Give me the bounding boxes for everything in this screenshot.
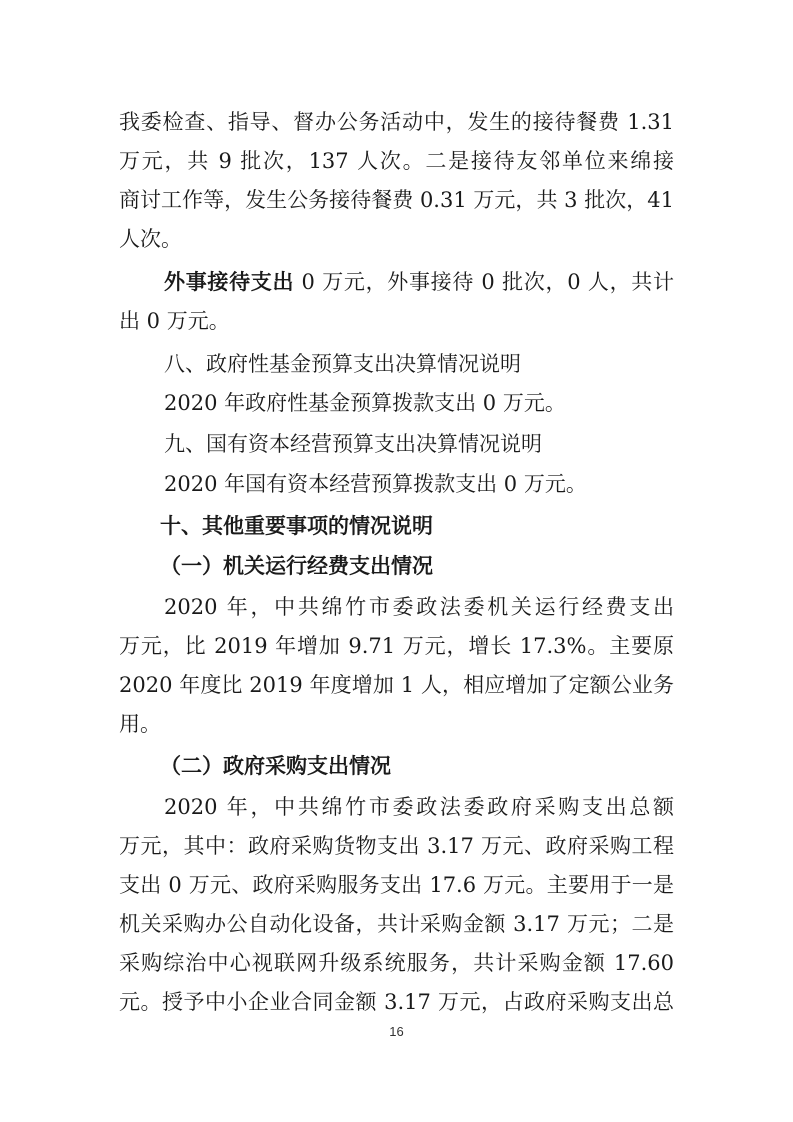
body-text-line: 万元，比 2019 年增加 9.71 万元，增长 17.3%。主要原: [119, 634, 674, 658]
body-text-line: 2020 年政府性基金预算拨款支出 0 万元。: [164, 391, 566, 415]
subsection-heading-1: （一）机关运行经费支出情况: [160, 554, 433, 578]
subsection-heading-2: （二）政府采购支出情况: [160, 754, 391, 778]
section-heading-8: 八、政府性基金预算支出决算情况说明: [164, 352, 521, 376]
foreign-reception-text: 0 万元，外事接待 0 批次，0 人，共计: [301, 270, 674, 294]
body-text-line: 支出 0 万元、政府采购服务支出 17.6 万元。主要用于一是: [119, 873, 674, 897]
body-text-line: 人次。: [119, 227, 182, 251]
body-text-line: 采购综治中心视联网升级系统服务，共计采购金额 17.60: [119, 951, 674, 975]
body-text-line: 元。授予中小企业合同金额 3.17 万元，占政府采购支出总: [119, 990, 674, 1014]
body-text-line: 用。: [119, 712, 161, 736]
foreign-reception-label: 外事接待支出: [164, 270, 295, 294]
body-text-line: 万元，共 9 批次，137 人次。二是接待友邻单位来绵接: [119, 149, 674, 173]
page-number: 16: [389, 1024, 404, 1039]
body-text-line: 2020 年度比 2019 年度增加 1 人，相应增加了定额公业务: [119, 673, 674, 697]
body-text-line: 商讨工作等，发生公务接待餐费 0.31 万元，共 3 批次，41: [119, 188, 674, 212]
body-text-line: 机关采购办公自动化设备，共计采购金额 3.17 万元；二是: [119, 912, 674, 936]
body-text-line: 出 0 万元。: [119, 309, 230, 333]
body-text-line: 2020 年国有资本经营预算拨款支出 0 万元。: [164, 472, 587, 496]
body-text-line: 2020 年，中共绵竹市委政法委政府采购支出总额: [164, 795, 674, 819]
foreign-reception-paragraph: [164, 267, 674, 297]
section-heading-9: 九、国有资本经营预算支出决算情况说明: [164, 432, 542, 456]
section-heading-10: 十、其他重要事项的情况说明: [160, 514, 433, 538]
body-text-line: 万元，其中：政府采购货物支出 3.17 万元、政府采购工程: [119, 834, 674, 858]
body-text-line: 我委检查、指导、督办公务活动中，发生的接待餐费 1.31: [119, 110, 674, 134]
body-text-line: 2020 年，中共绵竹市委政法委机关运行经费支出: [164, 595, 674, 619]
